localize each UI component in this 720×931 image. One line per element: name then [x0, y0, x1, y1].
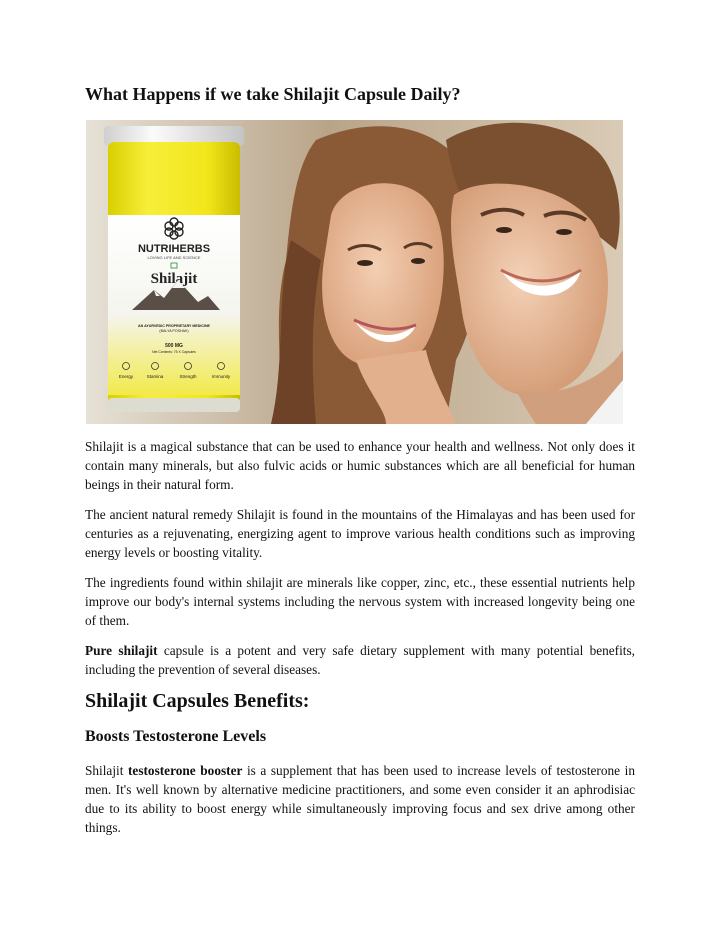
jar-subtitle-1: AN AYURVEDIC PROPRIETARY MEDICINE: [138, 324, 210, 328]
jar-product-name: Shilajit: [150, 271, 198, 287]
page-title: What Happens if we take Shilajit Capsule Daily?: [85, 84, 461, 104]
sub-heading: Boosts Testosterone Levels: [85, 728, 267, 745]
paragraph-origin: The ancient natural remedy Shilajit is found in the mountains of the Himalayas and has been used for centuries as a rejuvenating, energizing agent to improve various health conditions such as improving energy levels or boosting vitality.: [85, 507, 635, 560]
paragraph-testosterone: [85, 761, 635, 837]
feature-label: Stamina: [146, 374, 164, 379]
paragraph-ingredients: The ingredients found within shilajit are minerals like copper, zinc, etc., these essential nutrients help improve our body's internal systems including the nervous system with increased longevity being one of them.: [85, 575, 635, 628]
feature-label: Immunity: [211, 374, 231, 379]
feature-label: Strength: [179, 374, 197, 379]
paragraph-text: is a supplement that has been used to increase levels of testosterone in men. It's well known by alternative medicine practitioners, and some even consider it an aphrodisiac due to its ability to boost energy while simultaneously improving focus and sex drive among other things.: [85, 763, 635, 835]
jar-brand: NUTRIHERBS: [137, 243, 211, 255]
jar-dose: 500 MG: [165, 343, 183, 349]
feature-label: Energy: [118, 374, 134, 379]
paragraph-intro: Shilajit is a magical substance that can be used to enhance your health and wellness. Not only does it contain many minerals, but also fulvic acids or humic substances which are all beneficial for human beings in their natural form.: [85, 439, 635, 492]
testosterone-booster-bold: testosterone booster: [128, 763, 243, 778]
paragraph-text: capsule is a potent and very safe dietary supplement with many potential benefits, including the prevention of several diseases.: [85, 643, 635, 677]
paragraph-text: Shilajit: [85, 763, 128, 778]
jar-tagline: LOVING LIFE AND SCIENCE: [147, 255, 201, 260]
jar-contents: Net Contents: 75 X Capsules: [152, 350, 196, 354]
pure-shilajit-bold: Pure shilajit: [85, 643, 158, 658]
section-heading: Shilajit Capsules Benefits:: [85, 690, 310, 712]
jar-subtitle-2: (BALYA POSHAK): [159, 329, 189, 333]
hero-image: [86, 120, 623, 424]
paragraph-pure-shilajit: [85, 641, 635, 679]
